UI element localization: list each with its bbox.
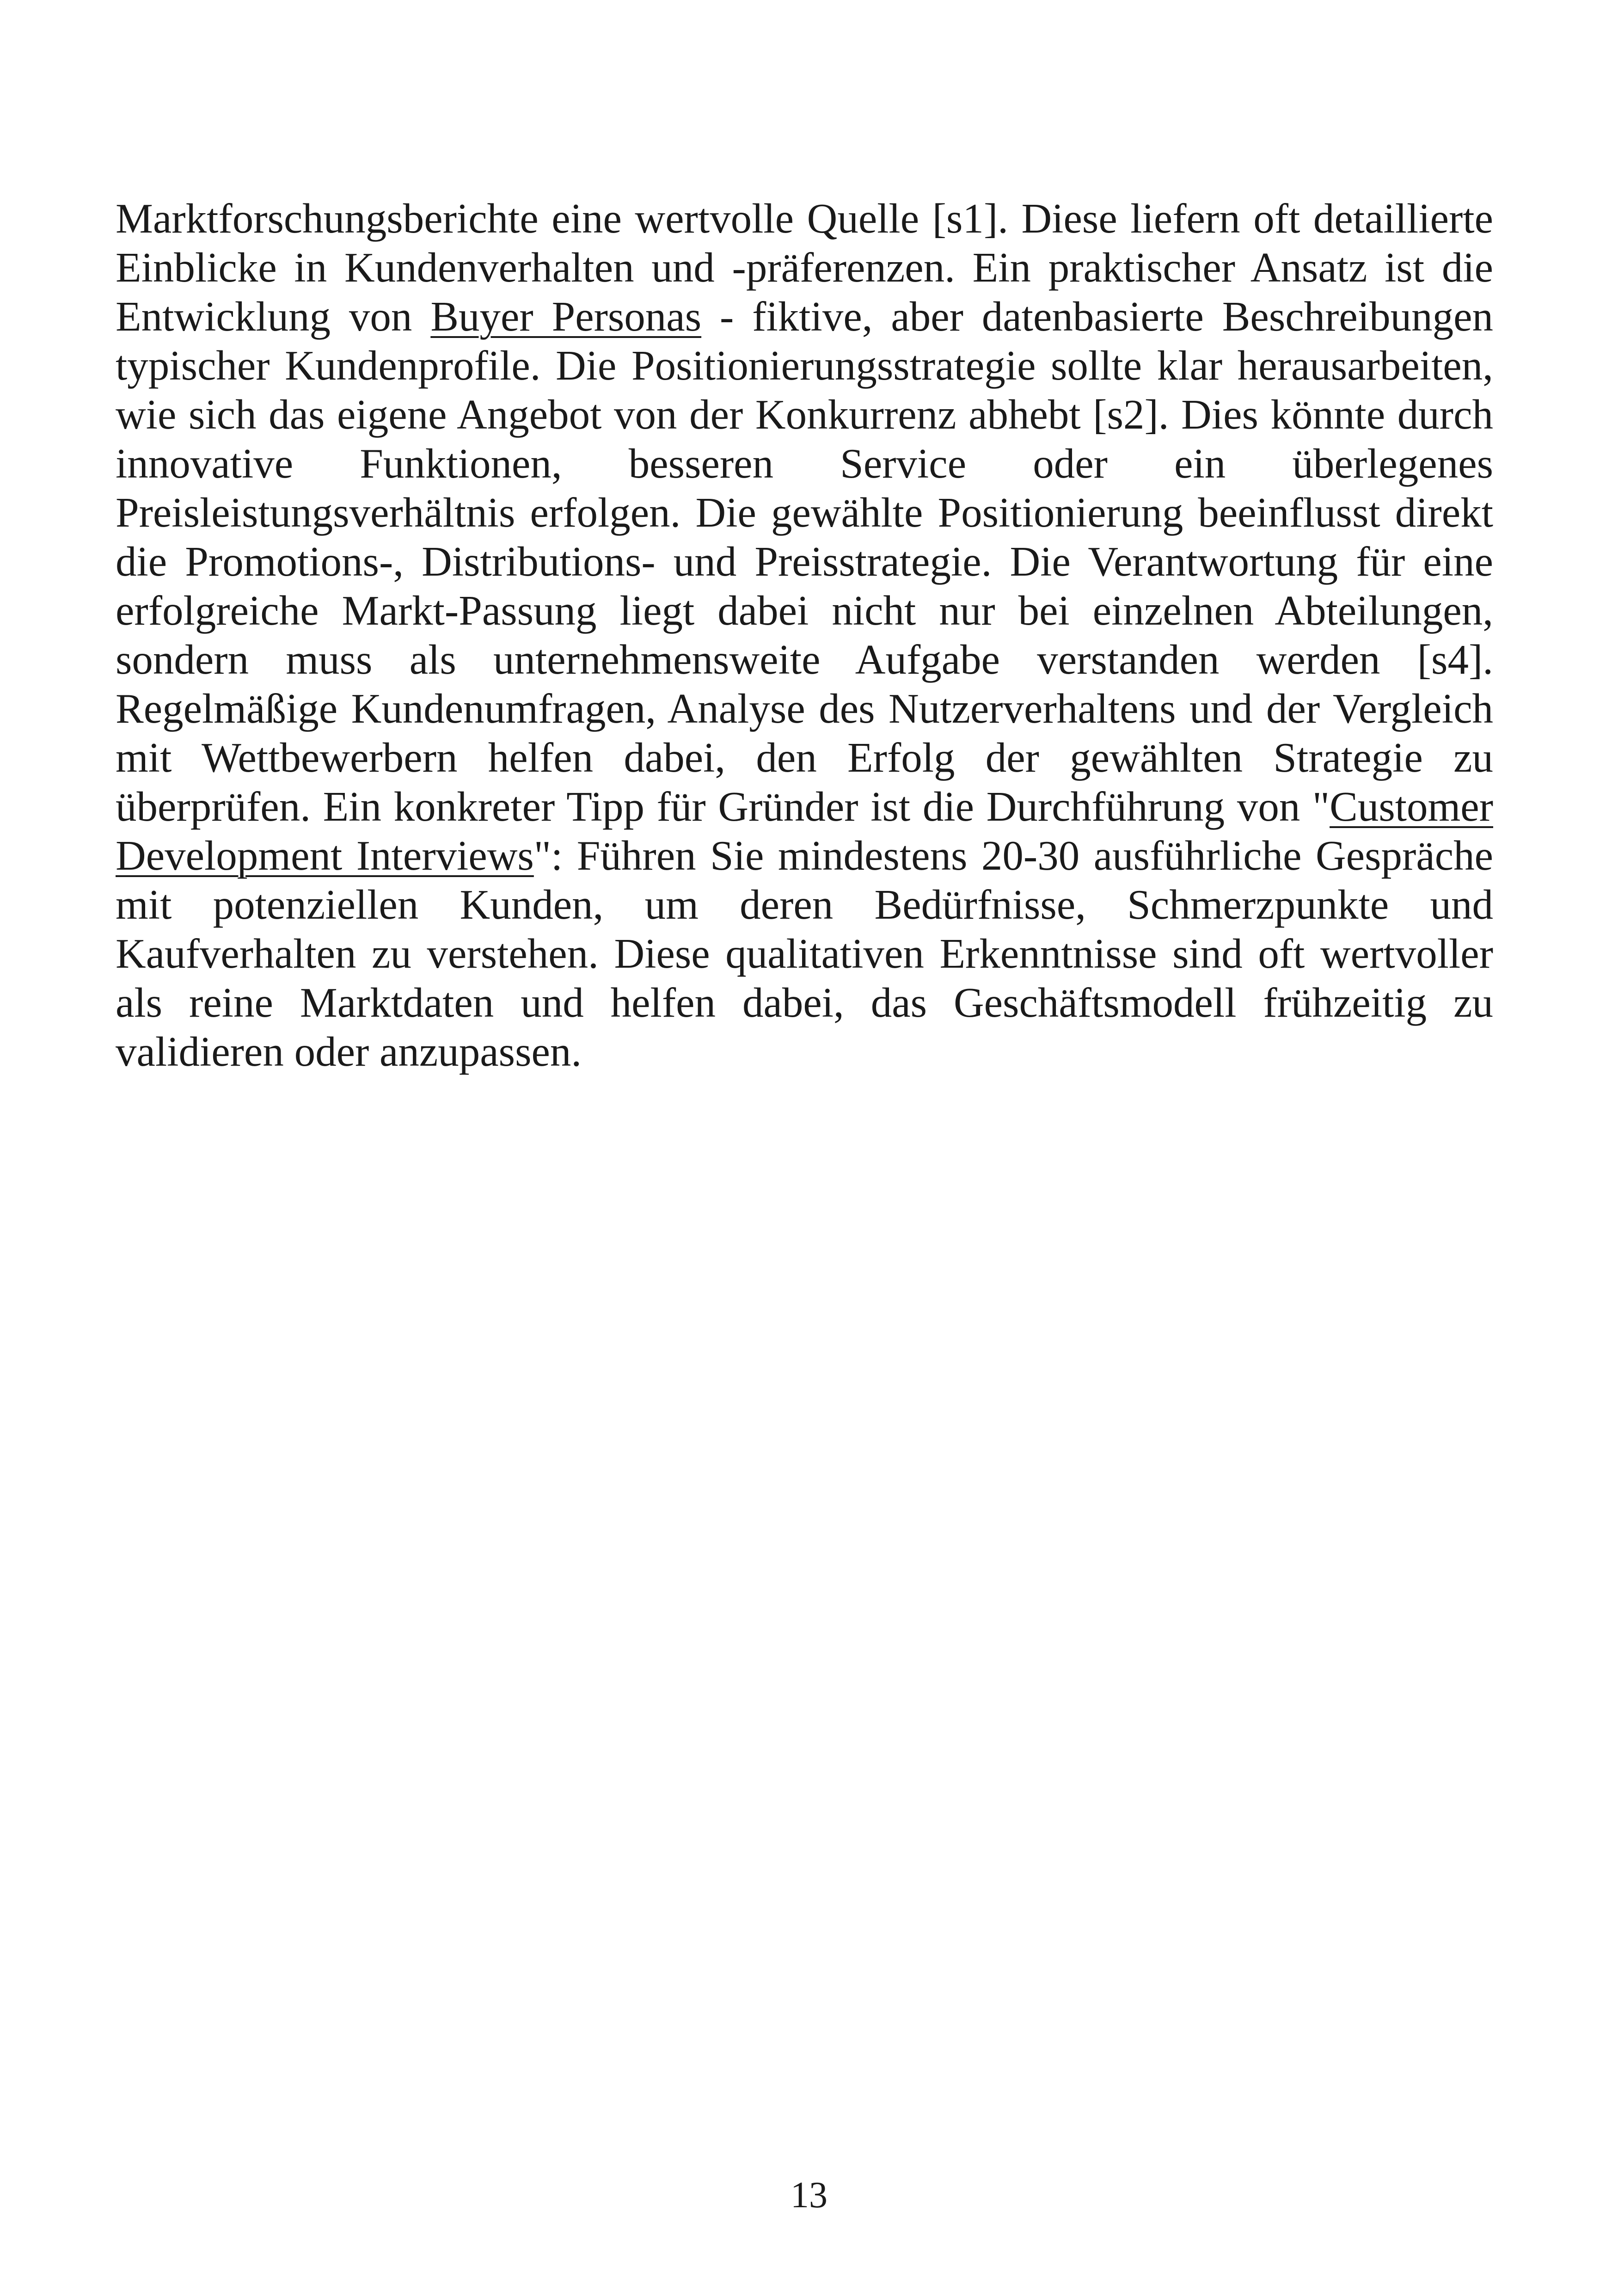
buyer-personas-link[interactable]: Buyer Personas xyxy=(430,293,702,340)
body-paragraph xyxy=(116,194,1493,1076)
paragraph-text-part-3: ": Führen Sie mindestens 20-30 ausführliche Gespräche mit potenziellen Kunden, um deren Bedürfnisse, Schmerzpunkte und Kaufverhalten zu verstehen. Diese qualitativen Erkenntnisse sind oft wertvoller als reine Marktdaten und helfen dabei, das Geschäftsmodell frühzeitig zu validieren oder anzupassen. xyxy=(116,832,1493,1075)
paragraph-text-part-1: Marktforschungsberichte eine wertvolle Quelle [s1]. Diese liefern oft detaillierte Einblicke in Kundenverhalten und -präferenzen. Ein praktischer Ansatz ist die Entwicklung von xyxy=(116,195,1493,340)
paragraph-text-part-2: - fiktive, aber datenbasierte Beschreibungen typischer Kundenprofile. Die Positionierungsstrategie sollte klar herausarbeiten, wie sich das eigene Angebot von der Konkurrenz abhebt [s2]. Dies könnte durch innovative Funktionen, besseren Service oder ein überlegenes Preisleistungsverhältnis erfolgen. Die gewählte Positionierung beeinflusst direkt die Promotions-, Distributions- und Preisstrategie. Die Verantwortung für eine erfolgreiche Markt-Passung liegt dabei nicht nur bei einzelnen Abteilungen, sondern muss als unternehmensweite Aufgabe verstanden werden [s4]. Regelmäßige Kundenumfragen, Analyse des Nutzerverhaltens und der Vergleich mit Wettbewerbern helfen dabei, den Erfolg der gewählten Strategie zu überprüfen. Ein konkreter Tipp für Gründer ist die Durchführung von " xyxy=(116,293,1493,830)
customer-development-interviews-link[interactable]: Customer Development Interviews xyxy=(116,783,1493,879)
page-number: 13 xyxy=(791,2175,827,2216)
